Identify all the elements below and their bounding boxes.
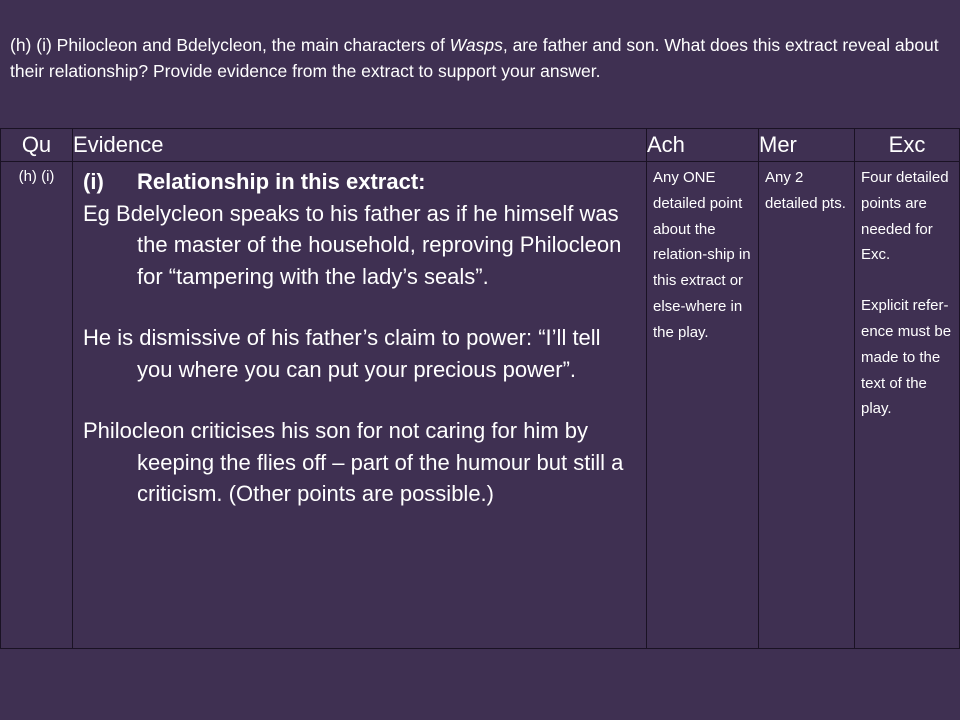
question-suffix: , are father and son. What does this extract reveal about their relationship? Provide evidence from the extract to support your answer. (10, 35, 939, 81)
play-title: Wasps (449, 35, 503, 55)
cell-mer: Any 2 detailed pts. (759, 162, 855, 649)
evidence-heading-text: Relationship in this extract: (137, 169, 426, 194)
header-evidence: Evidence (73, 129, 647, 162)
mark-scheme-table (0, 128, 960, 649)
evidence-point-3: Philocleon criticises his son for not caring for him by keeping the flies off – part of the humour but still a criticism. (Other points are possible.) (83, 418, 624, 506)
evidence-point-2: He is dismissive of his father’s claim to power: “I’ll tell you where you can put your precious power”. (83, 325, 601, 382)
cell-evidence (73, 162, 647, 649)
exc-point-1: Four detailed points are needed for Exc. (861, 169, 949, 264)
cell-qu: (h) (i) (1, 162, 73, 649)
header-ach: Ach (647, 129, 759, 162)
evidence-point-1: Eg Bdelycleon speaks to his father as if he himself was the master of the household, reproving Philocleon for “tampering with the lady’s seals”. (83, 200, 622, 289)
exc-point-2: Explicit refer-ence must be made to the text of the play. (861, 297, 952, 418)
table-row (1, 162, 960, 649)
evidence-heading (83, 166, 638, 198)
header-row (1, 129, 960, 162)
cell-ach: Any ONE detailed point about the relation-ship in this extract or else-where in the play. (647, 162, 759, 649)
header-mer: Mer (759, 129, 855, 162)
header-qu: Qu (1, 129, 73, 162)
header-exc: Exc (855, 129, 960, 162)
question-text (10, 32, 955, 84)
question-prefix: (h) (i) Philocleon and Bdelycleon, the main characters of (10, 35, 450, 55)
cell-exc (855, 162, 960, 649)
evidence-heading-number: (i) (83, 169, 104, 194)
